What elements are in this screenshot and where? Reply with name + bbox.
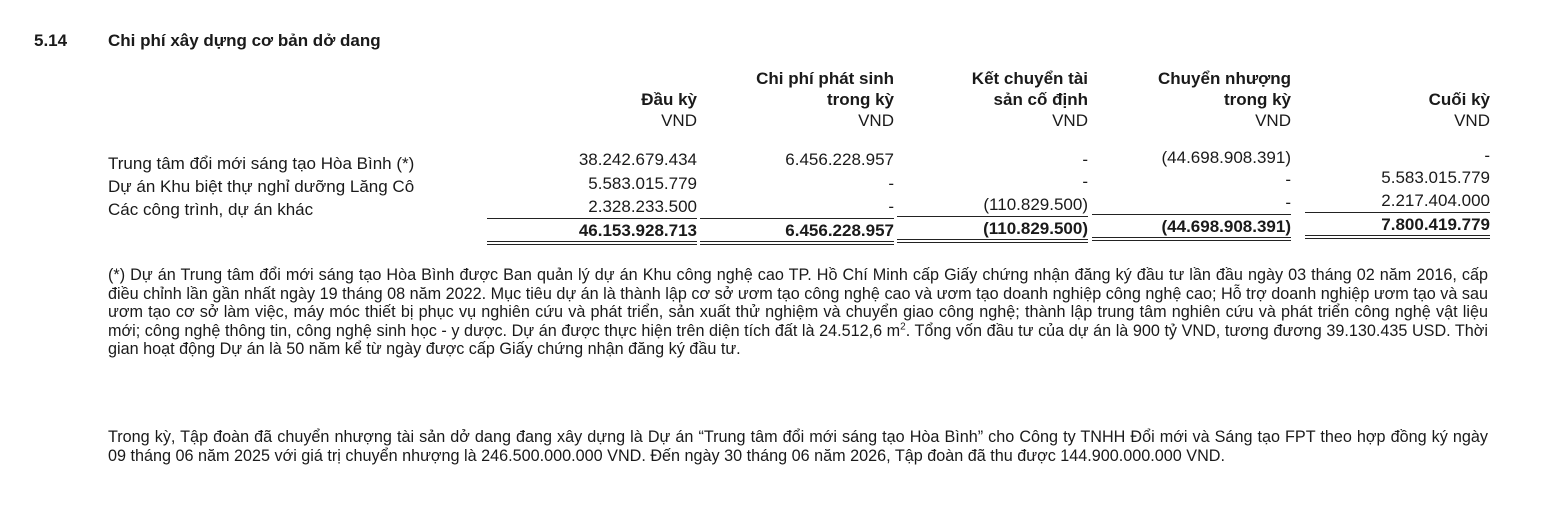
table-cell: 2.328.233.500: [588, 197, 697, 216]
footnote-text: . Tổng vốn đầu tư của dự án là 900 tỷ VND, tương đương 39.130.435 USD. Thời gian hoạt động Dự án là 50 năm kể từ ngày được cấp Giấy chứng nhận đăng ký đầu tư.: [108, 321, 1489, 358]
column-header-line: Cuối kỳ: [1428, 90, 1490, 109]
column-unit: VND: [1255, 111, 1291, 130]
column-unit: VND: [858, 111, 894, 130]
column-unit: VND: [1052, 111, 1088, 130]
section-number: 5.14: [34, 31, 68, 50]
row-label: Trung tâm đổi mới sáng tạo Hòa Bình (*): [108, 154, 415, 173]
total-cell: (110.829.500): [983, 219, 1088, 238]
total-double-rule: [487, 244, 697, 245]
total-cell: 6.456.228.957: [785, 221, 894, 240]
subtotal-rule: [1305, 212, 1490, 213]
total-double-rule: [897, 242, 1088, 243]
total-double-rule: [1092, 240, 1291, 241]
row-label: Dự án Khu biệt thự nghỉ dưỡng Lăng Cô: [108, 177, 415, 196]
table-cell: (44.698.908.391): [1161, 148, 1291, 167]
column-header-sold: [1092, 68, 1291, 131]
table-cell: -: [888, 197, 894, 216]
column-header-opening: [500, 68, 697, 131]
row-label: Các công trình, dự án khác: [108, 200, 314, 219]
column-unit: VND: [661, 111, 697, 130]
total-double-rule: [487, 241, 697, 242]
total-double-rule: [897, 239, 1088, 240]
section-title: Chi phí xây dựng cơ bản dở dang: [108, 31, 381, 50]
column-header-line: trong kỳ: [826, 90, 894, 109]
column-header-incurred: [700, 68, 894, 131]
column-header-transfer-fixed-assets: [897, 68, 1088, 131]
column-header-line: [500, 68, 697, 89]
column-header-line: Chi phí phát sinh: [756, 69, 894, 88]
total-double-rule: [700, 241, 894, 242]
subtotal-rule: [897, 216, 1088, 217]
total-double-rule: [1305, 235, 1490, 236]
table-cell: -: [1285, 193, 1291, 212]
total-double-rule: [1092, 237, 1291, 238]
table-cell: 5.583.015.779: [1381, 168, 1490, 187]
table-cell: 6.456.228.957: [785, 150, 894, 169]
footnote-paragraph: [108, 266, 1488, 359]
total-double-rule: [1305, 238, 1490, 239]
column-header-line: Kết chuyển tài: [971, 69, 1088, 88]
table-cell: -: [1082, 172, 1088, 191]
total-double-rule: [700, 244, 894, 245]
column-header-line: trong kỳ: [1223, 90, 1291, 109]
total-cell: (44.698.908.391): [1161, 217, 1291, 236]
column-unit: VND: [1454, 111, 1490, 130]
table-cell: -: [1285, 170, 1291, 189]
table-cell: -: [1484, 146, 1490, 165]
column-header-line: sản cố định: [993, 90, 1088, 109]
table-cell: 38.242.679.434: [578, 150, 697, 169]
column-header-line: Đầu kỳ: [641, 90, 697, 109]
subtotal-rule: [1092, 214, 1291, 215]
subtotal-rule: [700, 218, 894, 219]
total-cell: 46.153.928.713: [578, 221, 697, 240]
table-cell: 2.217.404.000: [1381, 191, 1490, 210]
subtotal-rule: [487, 218, 697, 219]
table-cell: 5.583.015.779: [588, 174, 697, 193]
column-header-line: Chuyển nhượng: [1158, 69, 1291, 88]
column-header-line: [1295, 68, 1490, 89]
superscript: 2: [900, 321, 906, 333]
footnote-text: (*) Dự án Trung tâm đổi mới sáng tạo Hòa Bình được Ban quản lý dự án Khu công nghệ cao TP. Hồ Chí Minh cấp Giấy chứng nhận đăng ký đầu tư lần đầu ngày 03 tháng 02 năm 2016, cấp điều chỉnh lần gần nhất ngày 19 tháng 08 năm 2022. Mục tiêu dự án là thành lập cơ sở ươm tạo công nghệ cao và ươm tạo doanh nghiệp công nghệ cao; Hỗ trợ doanh nghiệp ươm tạo và sau ươm tạo cơ sở làm việc, máy móc thiết bị phục vụ nghiên cứu và phát triển, sản xuất thử nghiệm và chuyển giao công nghệ; thành lập trung tâm nghiên cứu và phát triển công nghệ vật liệu mới; công nghệ thông tin, công nghệ sinh học - y dược. Dự án được thực hiện trên diện tích đất là 24.512,6 m: [108, 266, 1488, 340]
table-cell: -: [888, 174, 894, 193]
transfer-paragraph: Trong kỳ, Tập đoàn đã chuyển nhượng tài sản dở dang đang xây dựng là Dự án “Trung tâm đổi mới sáng tạo Hòa Bình” cho Công ty TNHH Đổi mới và Sáng tạo FPT theo hợp đồng ký ngày 09 tháng 06 năm 2025 với giá trị chuyển nhượng là 246.500.000.000 VND. Đến ngày 30 tháng 06 năm 2026, Tập đoàn đã thu được 144.900.000.000 VND.: [108, 428, 1488, 465]
table-cell: -: [1082, 150, 1088, 169]
total-cell: 7.800.419.779: [1381, 215, 1490, 234]
column-header-closing: [1295, 68, 1490, 131]
table-cell: (110.829.500): [983, 195, 1088, 214]
